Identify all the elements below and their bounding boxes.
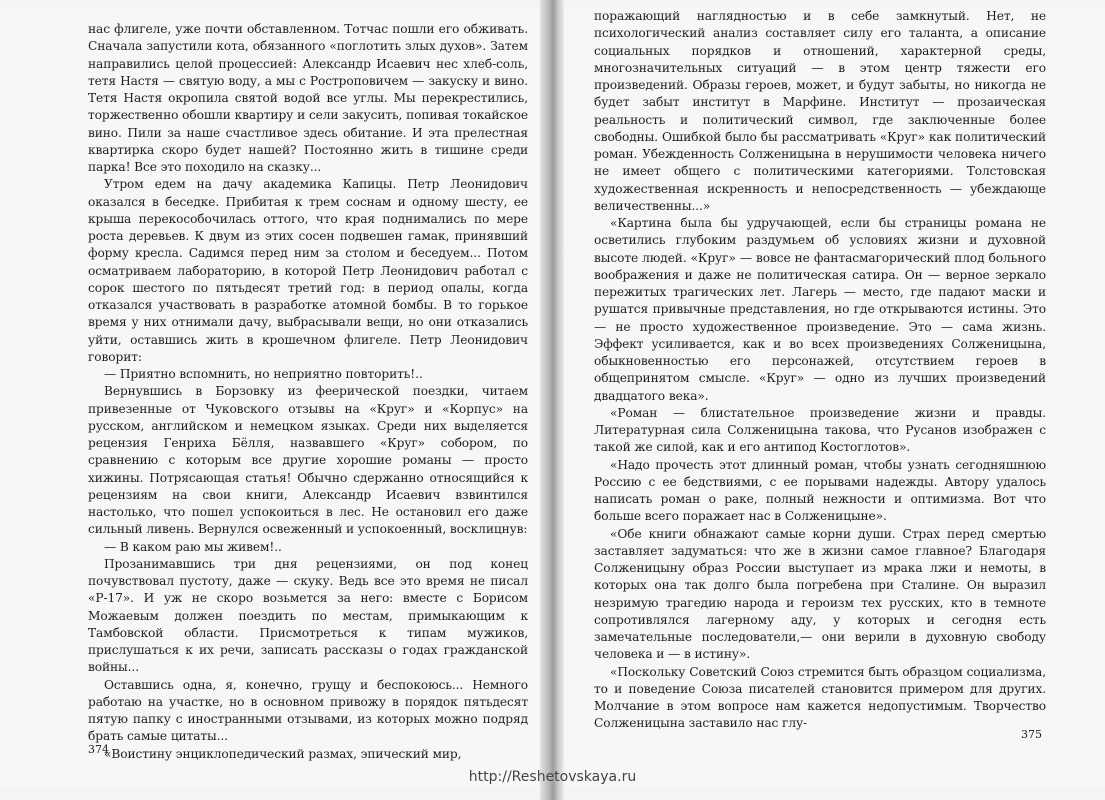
paragraph: «Воистину энциклопедический размах, эпический мир, [104,746,462,761]
right-page-number: 375 [1021,728,1042,741]
paragraph: — Приятно вспомнить, но неприятно повторить!.. [104,367,423,381]
book-gutter [540,0,564,800]
paragraph: поражающий наглядностью и в себе замкнутый. Нет, не психологический анализ составляет силу его таланта, а описание социальных порядков и отношений, характерной среды, многозначительных ситуаций — в этом центр тяжести его произведений. Образы героев, может, и будут забыты, но никогда не будет забыт институт в Марфине. Институт — прозаическая реальность и политический символ, где заключенные более свободны. Ошибкой было бы рассматривать «Круг» как политический роман. Убежденность Солженицына в нерушимости человека ничего не имеет общего с политическими категориями. Толстовская художественная искренность и непосредственность — убеждающе величественны...» [594,9,1046,213]
left-page [0,8,547,788]
left-page-number: 374 [88,743,109,756]
paragraph: Вернувшись в Борзовку из феерической поездки, читаем привезенные от Чуковского отзывы на «Круг» и «Корпус» на русском, английском и немецком языках. Среди них выделяется рецензия Генриха Бёлля, назвавшего «Круг» собором, по сравнению с которым все другие хорошие романы — просто хижины. Потрясающая статья! Обычно сдержанно относящийся к рецензиям на свои книги, Александр Исаевич взвинтился настолько, что пошел успокоиться в лес. Не остановил его даже сильный ливень. Вернулся освеженный и успокоенный, восклицнув: [88,384,528,537]
paragraph: — В каком раю мы живем!.. [104,539,282,554]
right-page [556,8,1105,788]
paragraph: «Обе книги обнажают самые корни души. Страх перед смертью заставляет задуматься: что же в жизни самое главное? Благодаря Солженицыну образ России выступает из мрака лжи и немоты, в которых она так долго была погребена при Сталине. Он выразил незримую трагедию народа и героизм тех русских, кто в темноте сопротивлялся лагерному аду, у которых и сегодня есть замечательные последователи,— они верили в духовную свободу человека и — в истину». [594,526,1046,662]
paragraph: «Поскольку Советский Союз стремится быть образцом социализма, то и поведение Союза писателей становится примером для других. Молчание в этом вопросе нам кажется недопустимым. Творчество Солженицына заставило нас глу- [594,664,1046,731]
paragraph: нас флигеле, уже почти обставленном. Тотчас пошли его обживать. Сначала запустили кота, обязанного «поглотить злых духов». Затем направились целой процессией: Александр Исаевич нес хлеб-соль, тетя Настя — святую воду, а мы с Ростроповичем — закуску и вино. Тетя Настя окропила святой водой все углы. Мы перекрестились, торжественно обошли квартиру и сели закусить, попивая токайское вино. Пили за наше счастливое здесь обитание. И эта прелестная квартирка скоро будет нашей? Постоянно жить в тишине среди парка! Все это походило на сказку... [88,22,528,174]
paragraph: Прозанимавшись три дня рецензиями, он под конец почувствовал пустоту, даже — скуку. Ведь все это время не писал «Р-17». И уж не скоро возьмется за него: вместе с Борисом Можаевым должен поездить по местам, примыкающим к Тамбовской области. Присмотреться к типам мужиков, прислушаться к их речи, записать рассказы о годах гражданской войны... [88,556,528,675]
paragraph: «Картина была бы удручающей, если бы страницы романа не осветились глубоким раздумьем об условиях жизни и духовной высоте людей. «Круг» — вовсе не фантасмагорический плод больного воображения и даже не политическая сатира. Он — верное зеркало пережитых трагических лет. Лагерь — место, где падают маски и рушатся привычные представления, но где открываются истины. Это — не просто художественное произведение. Это — сама жизнь. Эффект усиливается, как и во всех произведениях Солженицына, обыкновенностью его персонажей, отсутствием героев в общепринятом смысле. «Круг» — одно из лучших произведений двадцатого века». [594,216,1046,403]
source-url[interactable]: http://Reshetovskaya.ru [468,769,637,785]
left-page-text [88,21,528,763]
right-page-text [594,8,1046,733]
paragraph: Утром едем на дачу академика Капицы. Петр Леонидович оказался в беседке. Прибитая к трем соснам и одному шесту, ее крыша перекособочилась оттого, что края поднимались по мере роста деревьев. К двум из этих сосен подвешен гамак, принявший форму кресла. Садимся перед ним за столом и беседуем... Потом осматриваем лабораторию, в которой Петр Леонидович работал с сорок шестого по пятьдесят третий год: в период опалы, когда отказался участвовать в разработке атомной бомбы. В то горькое время у них отнимали дачу, выбрасывали вещи, но они отказались уйти, оставшись жить в крошечном флигеле. Петр Леонидович говорит: [88,177,528,364]
paragraph: Оставшись одна, я, конечно, грущу и беспокоюсь... Немного работаю на участке, но в основном привожу в порядок пятьдесят пятую папку с иностранными отзывами, из которых можно подряд брать самые цитаты... [88,677,528,744]
paragraph: «Надо прочесть этот длинный роман, чтобы узнать сегодняшнюю Россию с ее бедствиями, с ее порывами надежды. Автору удалось написать роман о раке, полный нежности и оптимизма. Вот что больше всего поражает нас в Солженицыне». [594,457,1046,524]
paragraph: «Роман — блистательное произведение жизни и правды. Литературная сила Солженицына такова, что Русанов изображен с такой же силой, как и его антипод Костоглотов». [594,405,1046,455]
